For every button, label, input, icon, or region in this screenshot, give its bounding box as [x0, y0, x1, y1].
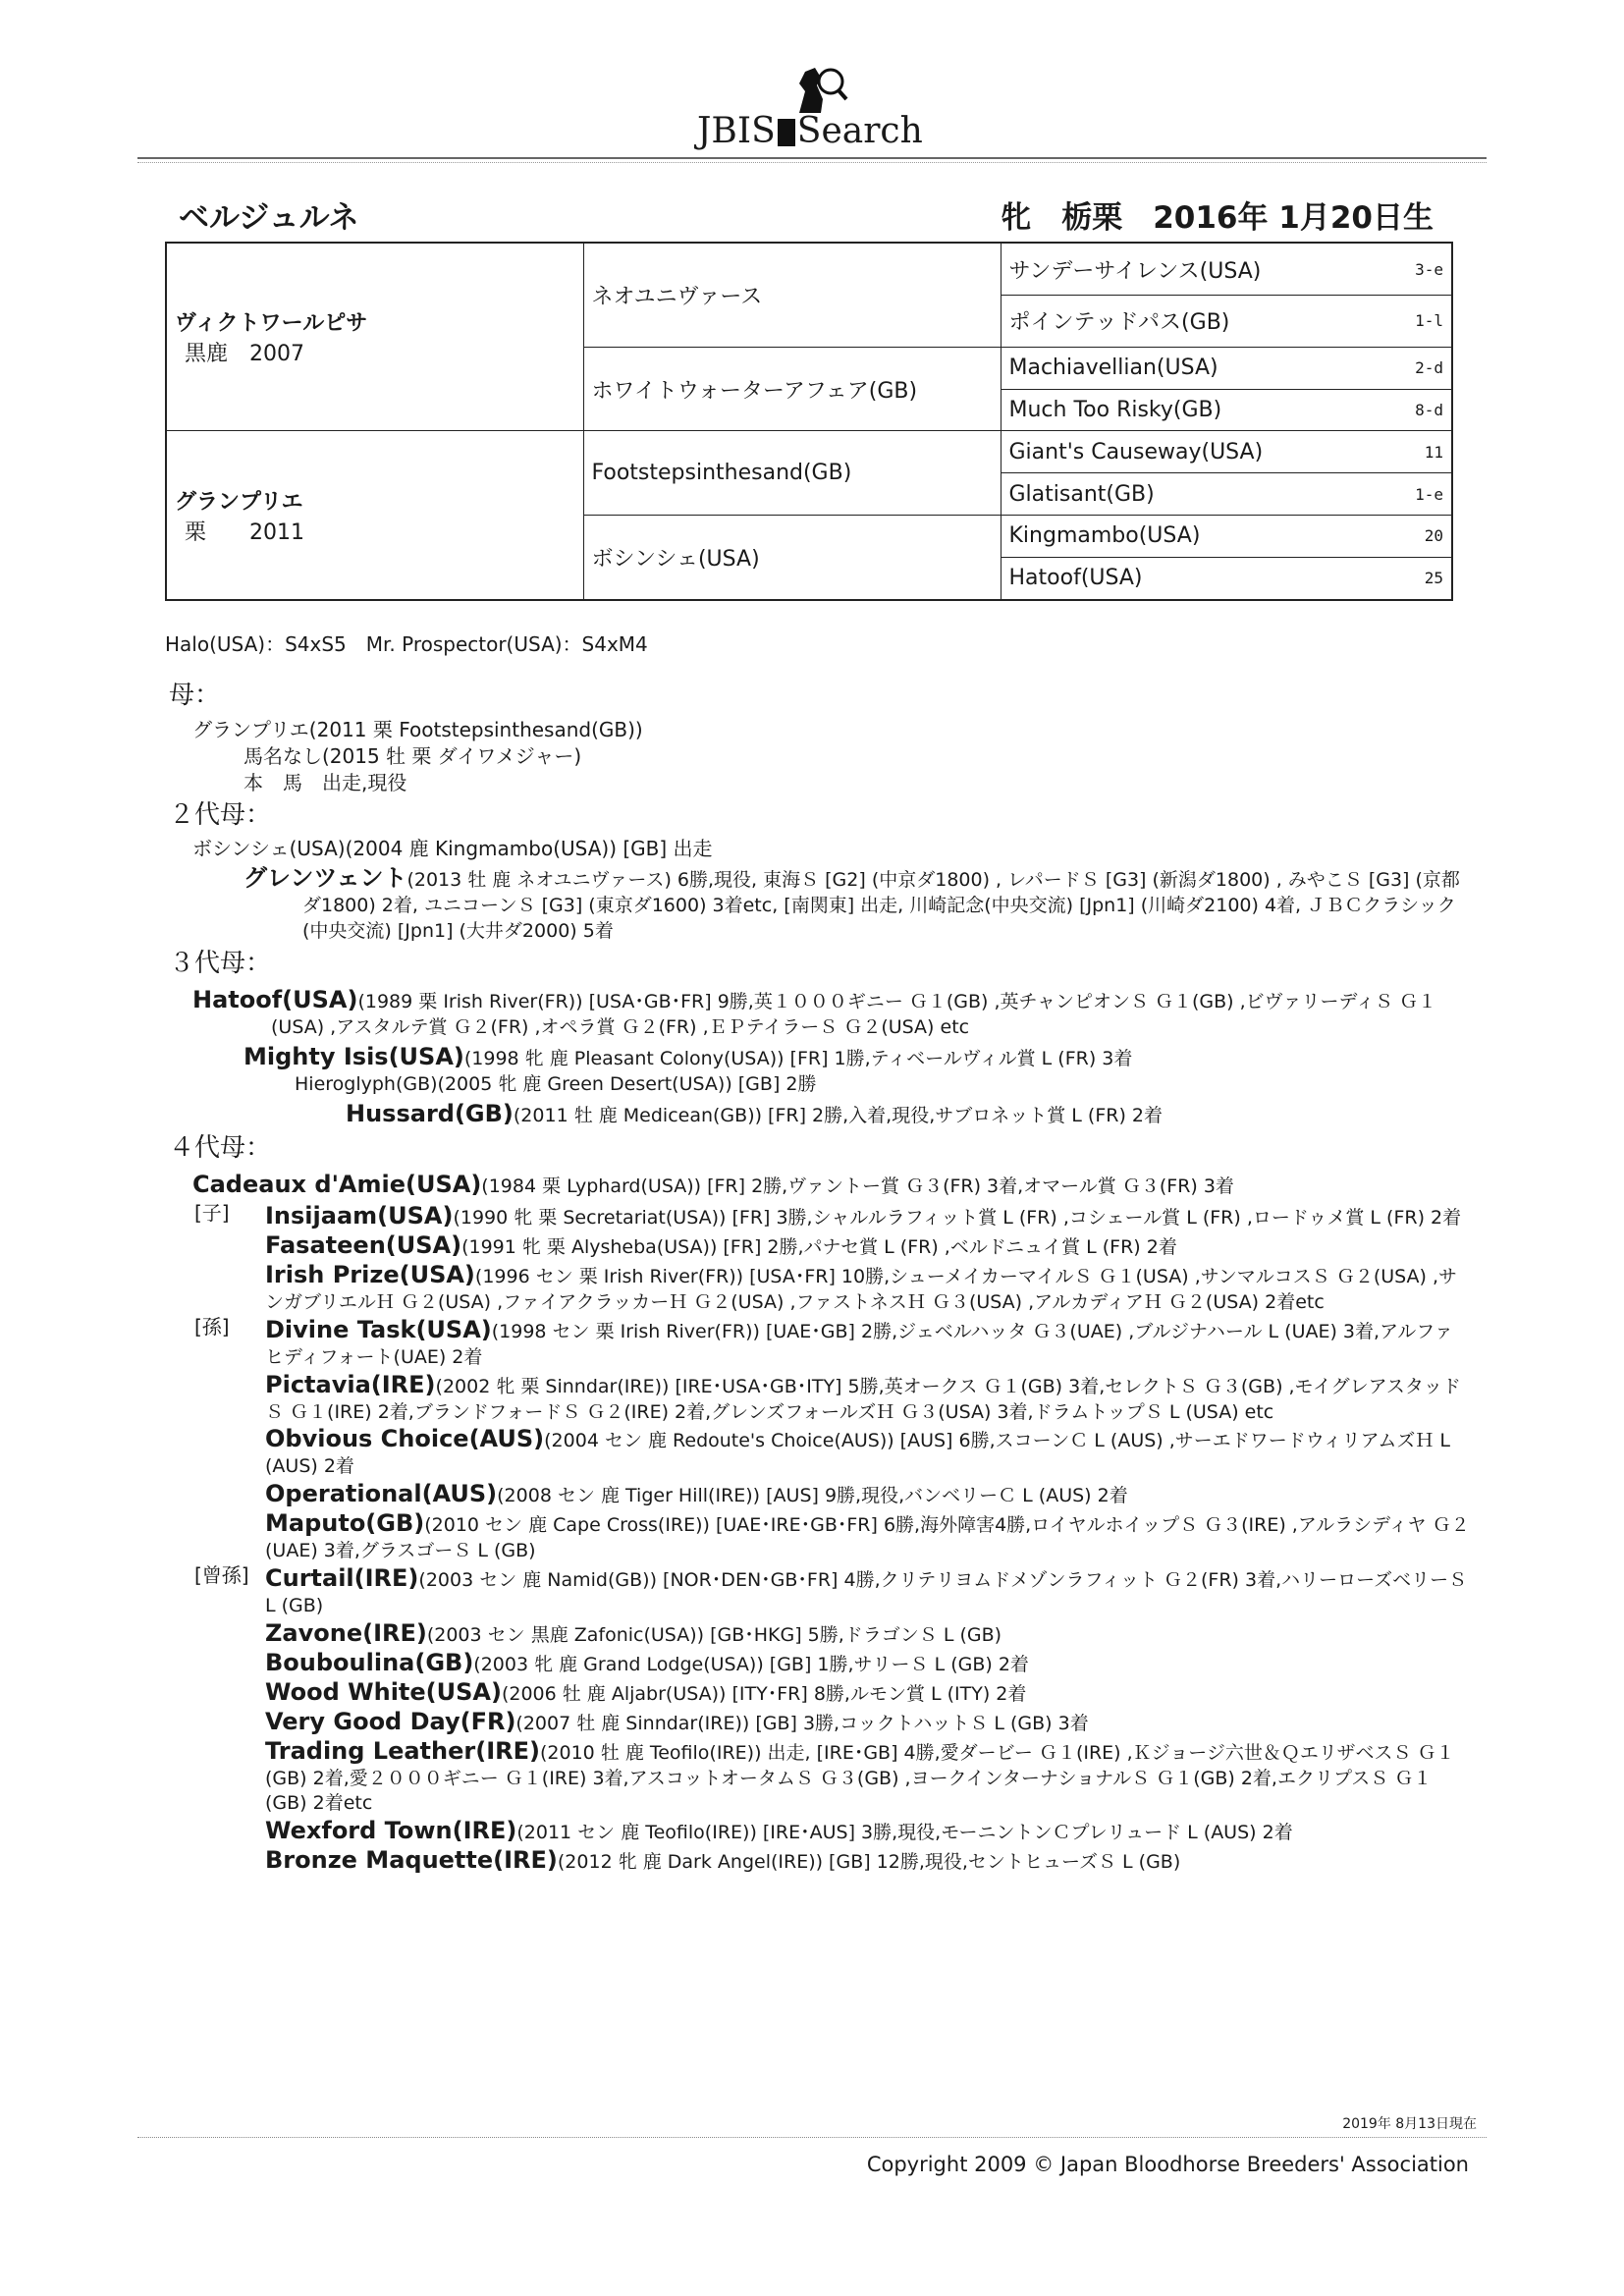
- gen3-name: サンデーサイレンス(USA): [1001, 243, 1383, 296]
- entry-name: Fasateen(USA): [265, 1231, 462, 1259]
- gen3-name: ポインテッドパス(GB): [1001, 296, 1383, 348]
- entry-text: (2003 セン 黒鹿 Zafonic(USA)) [GB･HKG] 5勝,ドラゴンＳ L (GB): [426, 1623, 1002, 1646]
- entry-name: Irish Prize(USA): [265, 1261, 475, 1288]
- gen3-family-number: 25: [1383, 557, 1452, 600]
- gen3-entry: [165, 1099, 1471, 1128]
- gen4-entry: [165, 1563, 1471, 1618]
- gen4-entry: [165, 1508, 1471, 1563]
- gen3-family-number: 20: [1383, 515, 1452, 557]
- entry-name: Pictavia(IRE): [265, 1370, 436, 1398]
- dam-dam-cell: ボシンシェ(USA): [583, 515, 1001, 600]
- gen2-entry: [165, 863, 1471, 944]
- gen4-entry: [165, 1370, 1471, 1425]
- gen3-family-number: 11: [1383, 431, 1452, 473]
- gen4-entry: [165, 1816, 1471, 1845]
- entry-name: Hatoof(USA): [192, 986, 358, 1013]
- entry-text: (1984 栗 Lyphard(USA)) [FR] 2勝,ヴァントー賞 Ｇ３(FR) 3着,オマール賞 Ｇ３(FR) 3着: [481, 1175, 1234, 1197]
- dam-name: グランプリエ: [175, 489, 303, 515]
- gen4-entry: [165, 1707, 1471, 1736]
- entry-text: (1996 セン 栗 Irish River(FR)) [USA･FR] 10勝,シューメイカーマイルＳ Ｇ１(USA) ,サンマルコスＳ Ｇ２(USA) ,サンガブリエルＨ Ｇ２(USA) ,ファイアクラッカーＨ Ｇ２(USA) ,ファストネスＨ Ｇ３(USA) ,アルカディアＨ Ｇ２(USA) 2着etc: [265, 1266, 1458, 1313]
- entry-text: (2003 セン 鹿 Namid(GB)) [NOR･DEN･GB･FR] 4勝,クリテリヨムドメゾンラフィット Ｇ２(FR) 3着,ハリーローズベリーＳ L (GB): [265, 1568, 1468, 1616]
- header-rule-dotted: [137, 162, 1487, 163]
- gen3-entry: Hieroglyph(GB)(2005 牝 鹿 Green Desert(USA)) [GB] 2勝: [295, 1072, 817, 1095]
- gen4-entry: [165, 1424, 1471, 1479]
- logo-text-right: Search: [796, 111, 923, 151]
- entry-text: (2013 牡 鹿 ネオユニヴァース) 6勝,現役, 東海Ｓ [G2] (中京ダ1800) , レパードＳ [G3] (新潟ダ1800) , みやこＳ [G3] (京都ダ1800) 2着, ユニコーンＳ [G3] (東京ダ1600) 3着etc, [南関東] 出走, 川崎記念(中央交流) [Jpn1] (川崎ダ2100) 4着, ＪＢＣクラシック(中央交流) [Jpn1] (大井ダ2000) 5着: [302, 869, 1460, 942]
- generation-tag: [曾孫]: [194, 1562, 249, 1587]
- dam-sire-cell: Footstepsinthesand(GB): [583, 431, 1001, 516]
- gen4-entry: [165, 1618, 1471, 1648]
- gen2-dam-line: ボシンシェ(USA)(2004 鹿 Kingmambo(USA)) [GB] 出走: [192, 837, 713, 860]
- entry-name: Trading Leather(IRE): [265, 1736, 540, 1765]
- gen3-name: Machiavellian(USA): [1001, 347, 1383, 389]
- gen4-entry: [165, 1677, 1471, 1707]
- dam-cell: [166, 431, 583, 600]
- entry-text: (2006 牡 鹿 Aljabr(USA)) [ITY･FR] 8勝,ルモン賞 L (ITY) 2着: [501, 1682, 1027, 1705]
- entry-text: (1998 牝 鹿 Pleasant Colony(USA)) [FR] 1勝,ティベールヴィル賞 L (FR) 3着: [463, 1047, 1133, 1069]
- entry-text: (2010 牡 鹿 Teofilo(IRE)) 出走, [IRE･GB] 4勝,愛ダービー Ｇ１(IRE) ,Ｋジョージ六世＆ＱエリザベスＳ Ｇ１(GB) 2着,愛２０００ギニー Ｇ１(IRE) 3着,アスコットオータムＳ Ｇ３(GB) ,ヨークインターナショナルＳ Ｇ１(GB) 2着,エクリプスＳ Ｇ１(GB) 2着etc: [265, 1741, 1455, 1815]
- gen4-entry: [165, 1315, 1471, 1370]
- sire-detail: 黒鹿 2007: [185, 342, 304, 367]
- gen3-name: Hatoof(USA): [1001, 557, 1383, 600]
- gen4-entry: [165, 1845, 1471, 1875]
- gen3-name: Glatisant(GB): [1001, 473, 1383, 516]
- dam-offspring-line: 馬名なし(2015 牡 栗 ダイワメジャー): [244, 743, 582, 768]
- gen4-entry: [165, 1736, 1471, 1817]
- sire-cell: [166, 243, 583, 431]
- dam-line: グランプリエ(2011 栗 Footstepsinthesand(GB)): [192, 717, 643, 741]
- entry-text: (2011 セン 鹿 Teofilo(IRE)) [IRE･AUS] 3勝,現役,モーニントンＣプレリュード L (AUS) 2着: [516, 1822, 1293, 1843]
- gen3-entry: [165, 1042, 1471, 1071]
- gen4-head-entry: [165, 1170, 1471, 1199]
- as-of-date: 2019年 8月13日現在: [1342, 2116, 1477, 2132]
- gen3-family-number: 1-l: [1383, 296, 1452, 348]
- entry-name: Mighty Isis(USA): [244, 1042, 464, 1070]
- gen4-entry: [165, 1230, 1471, 1260]
- inbreeding-note: Halo(USA)：S4xS5 Mr. Prospector(USA)：S4xM4: [165, 632, 648, 656]
- section-title-gen4: ４代母：: [169, 1132, 272, 1163]
- sire-dam-cell: ホワイトウォーターアフェア(GB): [583, 347, 1001, 431]
- section-title-dam: 母：: [169, 681, 221, 710]
- entry-text: (2010 セン 鹿 Cape Cross(IRE)) [UAE･IRE･GB･FR] 6勝,海外障害4勝,ロイヤルホイップＳ Ｇ３(IRE) ,アルラシディヤ Ｇ２(UAE) 3着,グラスゴーＳ L (GB): [265, 1514, 1470, 1561]
- copyright-text: Copyright 2009 © Japan Bloodhorse Breeders' Association: [866, 2153, 1469, 2176]
- entry-name: Wexford Town(IRE): [265, 1817, 517, 1844]
- entry-name: Operational(AUS): [265, 1480, 498, 1507]
- header-rule: [137, 157, 1487, 159]
- entry-name: Curtail(IRE): [265, 1563, 419, 1592]
- entry-name: Bouboulina(GB): [265, 1648, 474, 1676]
- entry-text: (2007 牡 鹿 Sinndar(IRE)) [GB] 3勝,コックトハットＳ L (GB) 3着: [515, 1712, 1089, 1734]
- horse-logo-icon: [791, 64, 850, 117]
- entry-name: Insijaam(USA): [265, 1202, 454, 1230]
- gen4-entry: [165, 1479, 1471, 1508]
- gen3-name: Much Too Risky(GB): [1001, 389, 1383, 431]
- entry-name: Obvious Choice(AUS): [265, 1425, 545, 1453]
- generation-tag: [子]: [194, 1201, 230, 1225]
- pedigree-table: [165, 242, 1453, 601]
- entry-text: (2012 牝 鹿 Dark Angel(IRE)) [GB] 12勝,現役,セントヒューズＳ L (GB): [557, 1851, 1181, 1873]
- entry-name: Very Good Day(FR): [265, 1707, 516, 1735]
- gen3-family-number: 3-e: [1383, 243, 1452, 296]
- logo-mark: [778, 119, 795, 146]
- entry-text: (1990 牝 栗 Secretariat(USA)) [FR] 3勝,シャルルラフィット賞 L (FR) ,コシェール賞 L (FR) ,ロードゥメ賞 L (FR) 2着: [453, 1207, 1462, 1229]
- jbis-search-logo: [697, 64, 952, 152]
- entry-text: (1998 セン 栗 Irish River(FR)) [UAE･GB] 2勝,ジェベルハッタ Ｇ３(UAE) ,ブルジナハール L (UAE) 3着,アルファヒディフォート(UAE) 2着: [265, 1320, 1453, 1368]
- family-content: [165, 676, 1471, 1875]
- horse-info: 牝 栃栗 2016年 1月20日生: [1001, 200, 1434, 236]
- entry-text: (1989 栗 Irish River(FR)) [USA･GB･FR] 9勝,英１０００ギニー Ｇ１(GB) ,英チャンピオンＳ Ｇ１(GB) ,ビヴァリーディＳ Ｇ１(USA) ,アスタルテ賞 Ｇ２(FR) ,オペラ賞 Ｇ２(FR) ,ＥＰテイラーＳ Ｇ２(USA) etc: [271, 991, 1436, 1038]
- gen3-family-number: 1-e: [1383, 473, 1452, 516]
- entry-name: Hussard(GB): [346, 1099, 514, 1127]
- gen4-entry: [165, 1648, 1471, 1677]
- entry-name: Bronze Maquette(IRE): [265, 1846, 558, 1874]
- gen4-entry: [165, 1201, 1471, 1230]
- entry-text: (2008 セン 鹿 Tiger Hill(IRE)) [AUS] 9勝,現役,バンベリーＣ L (AUS) 2着: [497, 1485, 1128, 1506]
- entry-text: (2002 牝 栗 Sinndar(IRE)) [IRE･USA･GB･ITY] 5勝,英オークス Ｇ１(GB) 3着,セレクトＳ Ｇ３(GB) ,モイグレアスタッドＳ Ｇ１(IRE) 2着,ブランドフォードＳ Ｇ２(IRE) 2着,グレンズフォールズＨ Ｇ３(USA) 3着,ドラムトップＳ L (USA) etc: [265, 1375, 1461, 1423]
- logo-text-left: JBIS: [697, 111, 776, 151]
- entry-text: (1991 牝 栗 Alysheba(USA)) [FR] 2勝,パナセ賞 L (FR) ,ベルドニュイ賞 L (FR) 2着: [461, 1236, 1177, 1258]
- entry-name: Wood White(USA): [265, 1677, 502, 1706]
- generation-tag: [孫]: [194, 1314, 230, 1339]
- gen4-entry: [165, 1260, 1471, 1315]
- entry-text: (2003 牝 鹿 Grand Lodge(USA)) [GB] 1勝,サリーＳ L (GB) 2着: [473, 1653, 1029, 1675]
- entry-name: Divine Task(USA): [265, 1315, 492, 1343]
- entry-text: (2004 セン 鹿 Redoute's Choice(AUS)) [AUS] 6勝,スコーンＣ L (AUS) ,サーエドワードウィリアムズＨ L (AUS) 2着: [265, 1430, 1450, 1478]
- entry-name: Zavone(IRE): [265, 1618, 427, 1647]
- horse-name: ベルジュルネ: [179, 200, 359, 236]
- self-line: 本 馬 出走,現役: [244, 770, 407, 794]
- entry-name: グレンツェント: [244, 864, 407, 892]
- sire-sire-cell: ネオユニヴァース: [583, 243, 1001, 347]
- entry-text: (2011 牡 鹿 Medicean(GB)) [FR] 2勝,入着,現役,サブロネット賞 L (FR) 2着: [513, 1104, 1164, 1126]
- gen3-name: Giant's Causeway(USA): [1001, 431, 1383, 473]
- section-title-gen2: ２代母：: [169, 799, 272, 830]
- entry-name: Maputo(GB): [265, 1509, 425, 1537]
- dam-detail: 栗 2011: [185, 519, 304, 545]
- gen3-entry: [165, 985, 1471, 1040]
- sire-name: ヴィクトワールピサ: [175, 311, 368, 337]
- gen3-family-number: 2-d: [1383, 347, 1452, 389]
- gen3-name: Kingmambo(USA): [1001, 515, 1383, 557]
- section-title-gen3: ３代母：: [169, 948, 272, 978]
- entry-name: Cadeaux d'Amie(USA): [192, 1171, 482, 1198]
- gen3-family-number: 8-d: [1383, 389, 1452, 431]
- footer-rule: [137, 2137, 1487, 2138]
